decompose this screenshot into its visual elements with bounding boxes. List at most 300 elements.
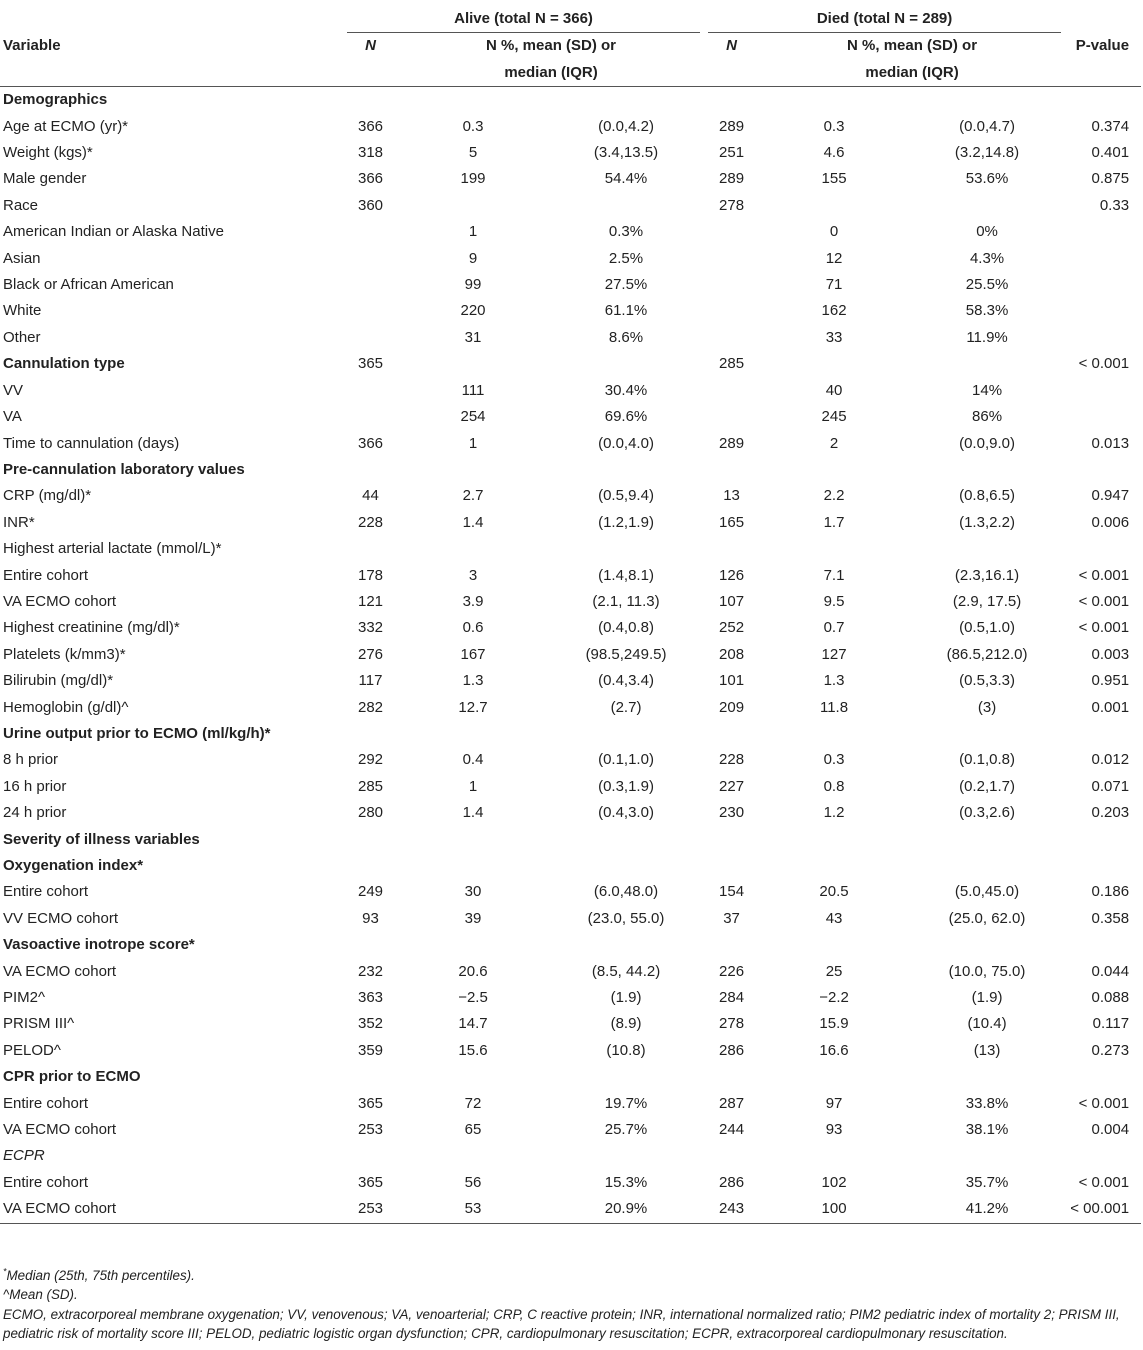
results-table	[0, 6, 1141, 1224]
row-variable: 24 h prior	[3, 804, 67, 822]
died-stat: (0.5,1.0)	[959, 619, 1015, 637]
row-variable: Race	[3, 196, 39, 214]
alive-n: 366	[357, 434, 384, 452]
alive-value: 72	[464, 1094, 482, 1112]
alive-n	[343, 1143, 398, 1169]
row-variable: CPR prior to ECMO	[3, 1068, 141, 1086]
table-row	[0, 378, 1141, 404]
died-stat: 4.3%	[969, 249, 1005, 267]
alive-value	[398, 536, 548, 562]
died-n: 287	[719, 1094, 745, 1112]
alive-n: 352	[357, 1015, 384, 1033]
alive-stat	[548, 1143, 704, 1169]
p-value: 0.071	[1091, 777, 1130, 795]
alive-stat: 61.1%	[604, 302, 648, 320]
alive-value: 5	[468, 144, 478, 162]
died-stat: (0.2,1.7)	[959, 777, 1015, 795]
row-variable: Weight (kgs)*	[3, 144, 93, 162]
alive-stat: (10.8)	[606, 1041, 646, 1059]
row-variable: Hemoglobin (g/dl)^	[3, 698, 129, 716]
row-variable: Black or African American	[3, 276, 174, 294]
alive-value: 167	[460, 645, 486, 663]
alive-value: 199	[460, 170, 486, 188]
died-value: 127	[821, 645, 847, 663]
alive-n: 178	[357, 566, 384, 584]
alive-n: 276	[357, 645, 384, 663]
p-value	[1065, 932, 1141, 958]
table-row	[0, 1196, 1141, 1223]
died-n	[704, 536, 759, 562]
died-stat: 38.1%	[965, 1121, 1009, 1139]
row-variable: VV ECMO cohort	[3, 909, 119, 927]
alive-n: 228	[357, 513, 384, 531]
died-stat	[909, 1143, 1065, 1169]
p-value	[1065, 1064, 1141, 1090]
alive-value: 31	[464, 328, 482, 346]
row-variable: VV	[3, 381, 24, 399]
alive-n: 253	[343, 1196, 398, 1223]
died-value	[759, 193, 909, 219]
died-stat: (0.0,4.7)	[959, 117, 1015, 135]
alive-value: 220	[460, 302, 486, 320]
died-value	[759, 853, 909, 879]
alive-value	[398, 932, 548, 958]
alive-stat: 19.7%	[604, 1094, 648, 1112]
row-variable: Entire cohort	[3, 1094, 89, 1112]
column-header-stat-alive: N %, mean (SD) or	[486, 37, 617, 55]
row-variable: 16 h prior	[3, 777, 67, 795]
died-n: 284	[719, 989, 745, 1007]
died-n	[704, 827, 759, 853]
table-row	[0, 193, 1141, 219]
alive-value: 111	[461, 381, 485, 399]
died-value: 0.3	[823, 751, 845, 769]
group-header-died: Died (total N = 289)	[704, 6, 1065, 33]
alive-value: −2.5	[458, 989, 488, 1007]
table-row	[0, 879, 1141, 905]
p-value	[1065, 536, 1141, 562]
died-n: 243	[704, 1196, 759, 1223]
alive-n: 292	[357, 751, 384, 769]
column-header-stat-died: N %, mean (SD) or	[847, 37, 978, 55]
alive-value: 0.3	[462, 117, 484, 135]
table-row	[0, 483, 1141, 509]
column-header-p-value: P-value	[1075, 37, 1130, 55]
died-stat: 0%	[976, 223, 998, 241]
row-variable: Bilirubin (mg/dl)*	[3, 672, 114, 690]
alive-value	[398, 193, 548, 219]
died-stat: 41.2%	[909, 1196, 1065, 1223]
p-value	[1065, 404, 1141, 430]
died-stat: 58.3%	[965, 302, 1009, 320]
alive-n: 117	[358, 672, 383, 690]
p-value: 0.117	[1092, 1015, 1130, 1033]
alive-stat: (2.1, 11.3)	[592, 592, 660, 610]
died-stat: (2.3,16.1)	[954, 566, 1020, 584]
alive-stat	[548, 853, 704, 879]
died-n: 230	[719, 804, 745, 822]
alive-stat: (6.0,48.0)	[593, 883, 659, 901]
table-body	[0, 87, 1141, 1223]
footnote-abbreviations: ECMO, extracorporeal membrane oxygenation; VV, venovenous; VA, venoarterial; CRP, C reactive protein; INR, international normalized ratio; PIM2 pediatric index of mortality 2; PRISM III, pediatric risk of mortality score III; PELOD, pediatric logistic organ dysfunction; CPR, cardiopulmonary resuscitation; ECPR, extracorporeal cardiopulmonary resuscitation.	[3, 1306, 1120, 1342]
died-stat	[909, 932, 1065, 958]
alive-stat: (0.4,0.8)	[598, 619, 654, 637]
p-value: 0.947	[1091, 487, 1130, 505]
table-row	[0, 325, 1141, 351]
column-header-variable: Variable	[3, 37, 61, 55]
alive-n: 363	[357, 989, 384, 1007]
alive-n: 44	[362, 487, 379, 505]
died-n	[704, 87, 759, 114]
alive-stat: 30.4%	[604, 381, 648, 399]
alive-stat: (0.0,4.0)	[598, 434, 654, 452]
died-value: 9.5	[823, 592, 845, 610]
table-row	[0, 985, 1141, 1011]
died-stat: (25.0, 62.0)	[948, 909, 1026, 927]
table-row	[0, 114, 1141, 140]
alive-stat: (0.4,3.4)	[598, 672, 654, 690]
alive-value	[398, 853, 548, 879]
alive-value: 254	[460, 408, 486, 426]
alive-n: 365	[357, 355, 384, 373]
died-stat	[909, 721, 1065, 747]
alive-n: 93	[362, 909, 379, 927]
died-stat: (10.4)	[967, 1015, 1007, 1033]
died-value: 155	[821, 170, 847, 188]
died-stat: (5.0,45.0)	[954, 883, 1020, 901]
table-header	[0, 6, 1141, 87]
p-value: < 0.001	[1078, 592, 1130, 610]
alive-n: 332	[357, 619, 384, 637]
alive-n	[343, 721, 398, 747]
died-n: 228	[719, 751, 745, 769]
p-value	[1065, 246, 1141, 272]
p-value: < 0.001	[1078, 1094, 1130, 1112]
died-value: 93	[825, 1121, 843, 1139]
p-value	[1065, 378, 1141, 404]
p-value	[1065, 827, 1141, 853]
table-row	[0, 1170, 1141, 1196]
died-value	[759, 457, 909, 483]
p-value	[1065, 853, 1141, 879]
p-value: 0.001	[1091, 698, 1130, 716]
footnote-median: *Median (25th, 75th percentiles).	[3, 1266, 195, 1283]
alive-value: 30	[464, 883, 482, 901]
section-row	[0, 721, 1141, 747]
died-value: 162	[821, 302, 847, 320]
alive-n	[343, 404, 398, 430]
alive-n	[343, 853, 398, 879]
died-stat: 35.7%	[965, 1173, 1009, 1191]
row-variable: PIM2^	[3, 989, 46, 1007]
died-stat	[909, 536, 1065, 562]
row-variable: VA ECMO cohort	[0, 1196, 343, 1223]
alive-n	[343, 536, 398, 562]
died-stat	[909, 351, 1065, 377]
p-value: 0.044	[1091, 962, 1130, 980]
row-variable: ECPR	[3, 1147, 45, 1165]
died-value: 71	[825, 276, 843, 294]
alive-stat: (23.0, 55.0)	[587, 909, 665, 927]
died-value: 100	[759, 1196, 909, 1223]
alive-stat	[548, 87, 704, 114]
alive-n: 285	[357, 777, 384, 795]
alive-stat: 69.6%	[604, 408, 648, 426]
died-n: 251	[719, 144, 745, 162]
died-n	[704, 932, 759, 958]
alive-value: 1.3	[462, 672, 484, 690]
died-stat	[909, 87, 1065, 114]
died-value: 4.6	[823, 144, 845, 162]
died-n: 278	[719, 1015, 745, 1033]
died-stat: (0.0,9.0)	[959, 434, 1015, 452]
died-value: 33	[825, 328, 843, 346]
p-value: 0.186	[1091, 883, 1130, 901]
table-row	[0, 615, 1141, 641]
died-n	[704, 325, 759, 351]
died-value	[759, 536, 909, 562]
alive-value	[398, 721, 548, 747]
died-stat: 14%	[972, 381, 1003, 399]
died-value: 40	[825, 381, 843, 399]
died-n	[704, 298, 759, 324]
alive-n: 365	[357, 1173, 384, 1191]
alive-value: 53	[398, 1196, 548, 1223]
row-variable: VA ECMO cohort	[3, 962, 117, 980]
p-value: 0.088	[1091, 989, 1130, 1007]
table-row	[0, 272, 1141, 298]
row-variable: VA ECMO cohort	[3, 1121, 117, 1139]
section-row	[0, 932, 1141, 958]
p-value	[1065, 721, 1141, 747]
column-header-stat-alive-line2: median (IQR)	[398, 60, 704, 87]
p-value	[1065, 272, 1141, 298]
alive-stat	[548, 351, 704, 377]
alive-n	[343, 246, 398, 272]
section-row	[0, 351, 1141, 377]
died-value: 245	[821, 408, 847, 426]
died-n	[704, 457, 759, 483]
alive-stat: 8.6%	[608, 328, 644, 346]
died-stat: 33.8%	[965, 1094, 1009, 1112]
died-stat: (1.9)	[971, 989, 1003, 1007]
died-n	[704, 272, 759, 298]
alive-value: 14.7	[458, 1015, 488, 1033]
died-n: 165	[719, 513, 745, 531]
alive-value	[398, 457, 548, 483]
died-stat: (1.3,2.2)	[959, 513, 1015, 531]
alive-stat: 15.3%	[604, 1173, 648, 1191]
died-stat: (0.8,6.5)	[959, 487, 1015, 505]
table-row	[0, 510, 1141, 536]
p-value: 0.013	[1091, 434, 1130, 452]
alive-n: 366	[357, 117, 384, 135]
died-n	[704, 1143, 759, 1169]
p-value	[1065, 325, 1141, 351]
table-row	[0, 642, 1141, 668]
row-variable: Entire cohort	[3, 566, 89, 584]
p-value: < 0.001	[1078, 355, 1130, 373]
died-n: 126	[719, 566, 745, 584]
died-value: 11.8	[819, 698, 849, 716]
row-variable: Vasoactive inotrope score*	[3, 936, 195, 954]
died-n: 286	[719, 1173, 745, 1191]
alive-stat: (0.0,4.2)	[598, 117, 654, 135]
died-stat: 86%	[972, 408, 1003, 426]
section-row	[0, 1064, 1141, 1090]
alive-stat: (8.5, 44.2)	[591, 962, 661, 980]
alive-stat: (3.4,13.5)	[593, 144, 659, 162]
alive-n: 365	[357, 1094, 384, 1112]
died-n	[704, 378, 759, 404]
alive-stat: (1.2,1.9)	[598, 513, 654, 531]
died-value	[759, 721, 909, 747]
alive-n	[343, 272, 398, 298]
died-value: 12	[825, 249, 843, 267]
died-value: 1.3	[823, 672, 845, 690]
row-variable: INR*	[3, 513, 35, 531]
table-footnotes	[3, 1266, 1141, 1344]
table-row	[0, 1091, 1141, 1117]
died-value: 0.8	[823, 777, 845, 795]
died-value	[759, 351, 909, 377]
alive-stat	[548, 721, 704, 747]
alive-stat	[548, 193, 704, 219]
row-variable: Highest creatinine (mg/dl)*	[3, 619, 180, 637]
died-stat: (10.0, 75.0)	[948, 962, 1026, 980]
table-row	[0, 695, 1141, 721]
row-variable: Urine output prior to ECMO (ml/kg/h)*	[3, 724, 271, 742]
row-variable: PRISM III^	[3, 1015, 75, 1033]
row-variable: VA ECMO cohort	[3, 592, 117, 610]
p-value: 0.004	[1091, 1121, 1130, 1139]
died-n: 252	[719, 619, 745, 637]
died-stat: (0.5,3.3)	[959, 672, 1015, 690]
died-stat: (86.5,212.0)	[946, 645, 1028, 663]
alive-value	[398, 1143, 548, 1169]
alive-n	[343, 378, 398, 404]
table-row	[0, 536, 1141, 562]
section-row	[0, 87, 1141, 114]
alive-stat: (1.9)	[610, 989, 642, 1007]
alive-value: 1.4	[462, 513, 484, 531]
section-row	[0, 853, 1141, 879]
alive-value: 2.7	[462, 487, 484, 505]
p-value: < 0.001	[1078, 566, 1130, 584]
died-n: 285	[719, 355, 745, 373]
p-value: 0.374	[1091, 117, 1130, 135]
row-variable: Asian	[3, 249, 41, 267]
row-variable: 8 h prior	[3, 751, 59, 769]
table-row	[0, 246, 1141, 272]
p-value: < 0.001	[1078, 1173, 1130, 1191]
table-row	[0, 589, 1141, 615]
alive-n	[343, 219, 398, 245]
alive-stat	[548, 536, 704, 562]
died-n: 289	[719, 117, 745, 135]
alive-value	[398, 1064, 548, 1090]
died-n: 101	[719, 672, 745, 690]
alive-n: 249	[357, 883, 384, 901]
p-value	[1065, 1143, 1141, 1169]
alive-stat: 20.9%	[548, 1196, 704, 1223]
p-value: 0.012	[1091, 751, 1130, 769]
died-n: 278	[719, 196, 745, 214]
alive-value: 56	[464, 1173, 482, 1191]
died-value: 1.2	[823, 804, 845, 822]
died-stat: 11.9%	[966, 328, 1008, 346]
row-variable: Age at ECMO (yr)*	[3, 117, 129, 135]
alive-value	[398, 87, 548, 114]
p-value: 0.33	[1099, 196, 1130, 214]
alive-value	[398, 351, 548, 377]
section-row	[0, 457, 1141, 483]
row-variable: Entire cohort	[3, 1173, 89, 1191]
died-value: 15.9	[819, 1015, 849, 1033]
section-row	[0, 827, 1141, 853]
died-n: 209	[719, 698, 745, 716]
p-value	[1065, 298, 1141, 324]
died-n: 227	[719, 777, 745, 795]
alive-stat: (98.5,249.5)	[585, 645, 667, 663]
died-n	[704, 853, 759, 879]
p-value	[1065, 219, 1141, 245]
died-stat	[909, 827, 1065, 853]
alive-stat: (1.4,8.1)	[598, 566, 654, 584]
table-row	[0, 668, 1141, 694]
died-n: 13	[723, 487, 740, 505]
p-value: 0.401	[1091, 144, 1130, 162]
group-header-alive: Alive (total N = 366)	[343, 6, 704, 33]
died-n: 244	[719, 1121, 745, 1139]
died-stat: (3)	[977, 698, 997, 716]
row-variable: Platelets (k/mm3)*	[3, 645, 126, 663]
died-stat	[909, 1064, 1065, 1090]
table-row	[0, 431, 1141, 457]
p-value: 0.951	[1091, 672, 1130, 690]
alive-stat: 27.5%	[604, 276, 648, 294]
died-stat: (0.1,0.8)	[959, 751, 1015, 769]
alive-stat: (0.1,1.0)	[598, 751, 654, 769]
died-n: 286	[719, 1041, 745, 1059]
row-variable: Cannulation type	[3, 355, 125, 373]
died-n	[704, 721, 759, 747]
alive-n: 121	[357, 592, 384, 610]
alive-n: 280	[357, 804, 384, 822]
alive-value: 15.6	[458, 1041, 488, 1059]
died-value: 97	[825, 1094, 843, 1112]
table-row	[0, 1117, 1141, 1143]
died-stat: 25.5%	[965, 276, 1009, 294]
alive-stat: 0.3%	[608, 223, 644, 241]
alive-n	[343, 827, 398, 853]
alive-value: 0.6	[462, 619, 484, 637]
alive-stat: 2.5%	[608, 249, 644, 267]
alive-value: 1	[468, 223, 478, 241]
died-stat: 53.6%	[965, 170, 1009, 188]
p-value: 0.273	[1091, 1041, 1130, 1059]
alive-stat: (0.5,9.4)	[598, 487, 654, 505]
alive-n: 232	[357, 962, 384, 980]
died-n: 289	[719, 434, 745, 452]
died-stat: (3.2,14.8)	[954, 144, 1020, 162]
died-n: 226	[719, 962, 745, 980]
died-value: 7.1	[823, 566, 845, 584]
alive-n: 360	[357, 196, 384, 214]
p-value: 0.203	[1091, 804, 1130, 822]
died-n	[704, 219, 759, 245]
alive-n	[343, 457, 398, 483]
